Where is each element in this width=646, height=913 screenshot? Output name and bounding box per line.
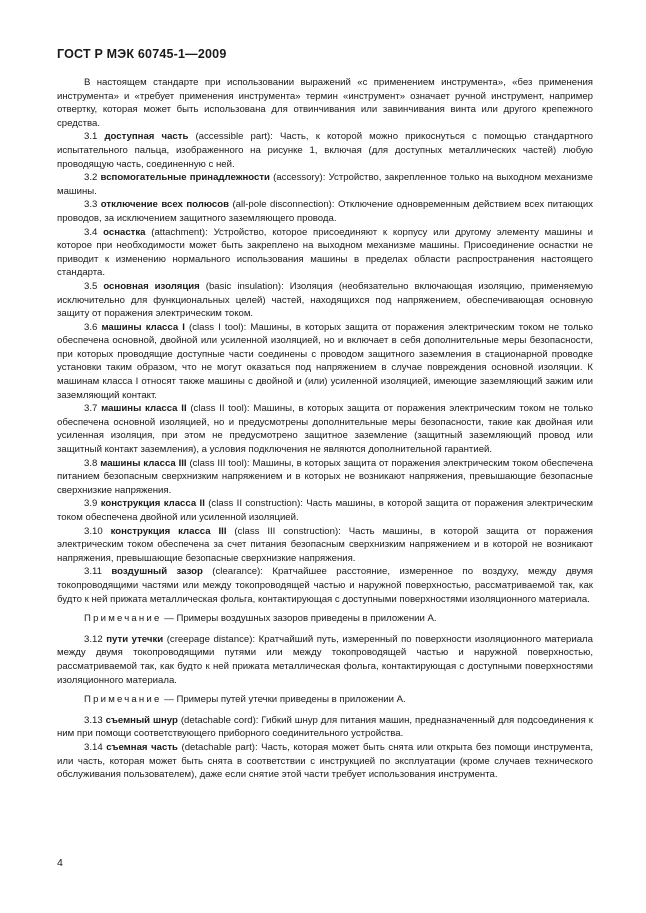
term-3-4: 3.4 оснастка (attachment): Устройство, которое присоединяют к корпусу или другому элементу машины и которое при необходимости может быть закреплено на выходном механизме машины. Присоединение оснастки не приводит к изменению нормального использования машины в пределах области распространения настоящего стандарта.: [57, 226, 593, 279]
document-body: [57, 76, 593, 782]
term-3-2: 3.2 вспомогательные принадлежности (accessory): Устройство, закрепленное только на выходном механизме машины.: [57, 172, 593, 197]
term-3-13: 3.13 съемный шнур (detachable cord): Гибкий шнур для питания машин, предназначенный для подсоединения к ним при помощи соответствующего приборного соединительного устройства.: [57, 714, 594, 740]
term-3-7: 3.7 машины класса II (class II tool): Машины, в которых защита от поражения электрическим током не только обеспечена основной изоляцией, но и предусмотрены дополнительные меры безопасности, такие как двойная или усиленная изоляция, при этом не предусмотрено защитное заземление (защитный заземляющий провод или защитный контакт заземления), а условия подключения не являются дополнительной гарантией.: [57, 403, 594, 456]
term-3-3: 3.3 отключение всех полюсов (all-pole disconnection): Отключение одновременным действием всех питающих проводов, за исключением защитного заземляющего провода.: [57, 199, 593, 224]
term-3-5: 3.5 основная изоляция (basic insulation): Изоляция (необязательно включающая изоляцию, применяемую исключительно для функциональных целей) частей, находящихся под напряжением, обеспечивающая основную защиту от поражения электрическим током.: [57, 280, 594, 320]
note-clearance: Примечание — Примеры воздушных зазоров приведены в приложении А.: [84, 613, 437, 625]
document-header: ГОСТ Р МЭК 60745-1—2009: [57, 47, 227, 61]
note-creepage: Примечание — Примеры путей утечки приведены в приложении А.: [84, 694, 406, 706]
term-3-12: 3.12 пути утечки (creepage distance): Кратчайший путь, измеренный по поверхности изоляционного материала между двумя токопроводящими путями или между токопроводящей частью и наружной поверхностью, рассматриваемой так, как будто к ней прижата металлическая фольга, контактирующая с доступными поверхностями изоляционного материала.: [57, 633, 593, 686]
term-3-9: 3.9 конструкция класса II (class II construction): Часть машины, в которой защита от поражения электрическим током обеспечена двойной или усиленной изоляцией.: [57, 498, 593, 523]
term-3-10: 3.10 конструкция класса III (class III construction): Часть машины, в которой защита от поражения электрическим током обеспечена за счет питания безопасным сверхнизким напряжением и в которой не возникают напряжения, превышающие безопасные сверхнизкие напряжения.: [57, 525, 594, 564]
term-3-14: 3.14 съемная часть (detachable part): Часть, которая может быть снята или открыта без помощи инструмента, или часть, которая может быть снята в соответствии с инструкцией по эксплуатации (кроме случаев технического обслуживания пользователем), даже если снятие этой части требует использования инструмента.: [57, 741, 593, 781]
term-3-1: 3.1 доступная часть (accessible part): Часть, к которой можно прикоснуться с помощью стандартного испытательного пальца, изображенного на рисунке 1, включая (для доступных металлических частей) любую проводящую часть, соединенную с ней.: [57, 131, 593, 170]
term-3-6: 3.6 машины класса I (class I tool): Машины, в которых защита от поражения электрическим током не только обеспечена основной, двойной или усиленной изоляцией, но и включает в себя дополнительные меры безопасности, при которых проводящие доступные части соединены с проводом защитного заземления в стационарной проводке установки таким образом, что не могут оказаться под напряжением в случае повреждения основной изоляции. К машинам класса I относят также машины с двойной и (или) усиленной изоляцией, имеющие заземляющий зажим или заземляющий контакт.: [57, 321, 593, 401]
term-3-11: 3.11 воздушный зазор (clearance): Кратчайшее расстояние, измеренное по воздуху, между двумя токопроводящими частями или между токопроводящей частью и наружной поверхностью, рассматриваемой так, как будто к ней прижата металлическая фольга, контактирующая с доступными поверхностями изоляционного материала.: [57, 566, 593, 605]
intro-paragraph: В настоящем стандарте при использовании выражений «с применением инструмента», «без применения инструмента» и «требует применения инструмента» термин «инструмент» означает ручной инструмент, например отвертку, которая может быть использована для отвинчивания или завинчивания винта или другого крепежного средства.: [57, 77, 593, 129]
page-number: 4: [57, 857, 63, 869]
term-3-8: 3.8 машины класса III (class III tool): Машины, в которых защита от поражения электрическим током обеспечена питанием безопасным сверхнизким напряжением и в которых не возникают напряжения, превышающие безопасные сверхнизкие напряжения.: [57, 457, 593, 496]
